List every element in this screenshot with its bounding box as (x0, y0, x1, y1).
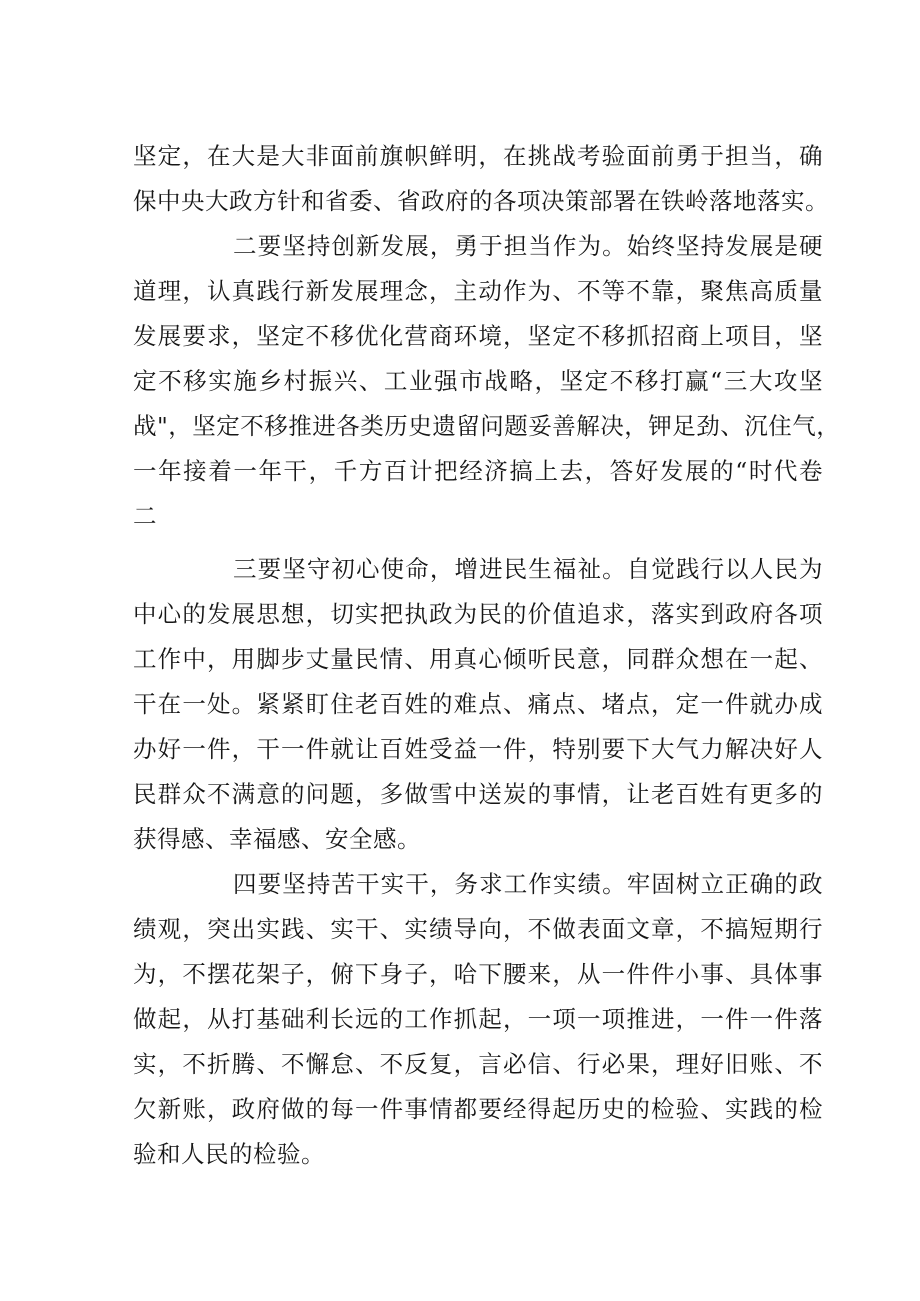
text-line: 干在一处。紧紧盯住老百姓的难点、痛点、堵点，定一件就办成 (133, 690, 823, 718)
text-line: 获得感、幸福感、安全感。 (133, 825, 421, 853)
text-line: 民群众不满意的问题，多做雪中送炭的事情，让老百姓有更多的 (133, 780, 823, 808)
paragraph (133, 224, 841, 539)
text-line: 坚定，在大是大非面前旗帜鲜明，在挑战考验面前勇于担当，确 (133, 142, 823, 170)
text-line: 战"，坚定不移推进各类历史遗留问题妥善解决，钾足劲、沉住气， (133, 412, 841, 440)
text-line: 做起，从打基础利长远的工作抓起，一项一项推进，一件一件落 (133, 1005, 823, 1033)
text-line: 三要坚守初心使命，增进民生福祉。自觉践行以人民为 (233, 555, 823, 583)
text-line: 中心的发展思想，切实把执政为民的价值追求，落实到政府各项 (133, 600, 823, 628)
document-body (133, 134, 841, 1177)
text-line: 二 (133, 502, 157, 530)
text-line: 道理，认真践行新发展理念，主动作为、不等不靠，聚焦高质量 (133, 277, 823, 305)
text-line: 保中央大政方针和省委、省政府的各项决策部署在铁岭落地落实。 (133, 187, 829, 215)
text-line: 定不移实施乡村振兴、工业强市战略，坚定不移打赢“三大攻坚 (133, 367, 823, 395)
text-line: 二要坚持创新发展，勇于担当作为。始终坚持发展是硬 (233, 232, 823, 260)
text-line: 四要坚持苦干实干，务求工作实绩。牢固树立正确的政 (233, 870, 823, 898)
text-line: 实，不折腾、不懈怠、不反复，言必信、行必果，理好旧账、不 (133, 1050, 823, 1078)
text-line: 发展要求，坚定不移优化营商环境，坚定不移抓招商上项目，坚 (133, 322, 823, 350)
text-line: 验和人民的检验。 (133, 1140, 325, 1168)
text-line: 绩观，突出实践、实干、实绩导向，不做表面文章，不搞短期行 (133, 915, 823, 943)
paragraph-gap (133, 539, 823, 547)
paragraph (133, 134, 829, 224)
text-line: 工作中，用脚步丈量民情、用真心倾听民意，同群众想在一起、 (133, 645, 823, 673)
paragraph (133, 547, 823, 862)
text-line: 办好一件，干一件就让百姓受益一件，特别要下大气力解决好人 (133, 735, 823, 763)
text-line: 欠新账，政府做的每一件事情都要经得起历史的检验、实践的检 (133, 1095, 823, 1123)
paragraph (133, 862, 823, 1177)
text-line: 为，不摆花架子，俯下身子，哈下腰来，从一件件小事、具体事 (133, 960, 823, 988)
text-line: 一年接着一年干，千方百计把经济搞上去，答好发展的“时代卷 (133, 457, 823, 485)
